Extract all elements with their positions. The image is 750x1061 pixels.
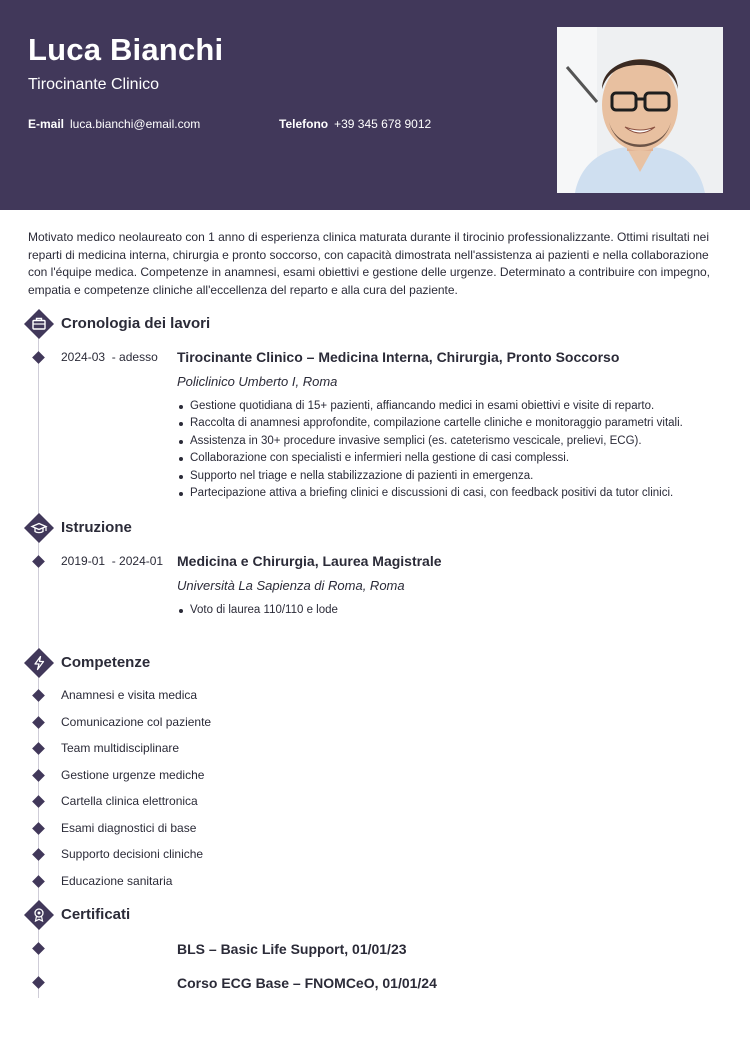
email-value[interactable]: luca.bianchi@email.com bbox=[70, 117, 201, 131]
skill-item: Gestione urgenze mediche bbox=[61, 768, 205, 782]
timeline-dot bbox=[32, 689, 45, 702]
education-end: - 2024-01 bbox=[111, 554, 164, 568]
contact-phone bbox=[279, 117, 431, 131]
phone-value[interactable]: +39 345 678 9012 bbox=[334, 117, 432, 131]
email-label: E-mail bbox=[28, 117, 65, 131]
experience-org: Policlinico Umberto I, Roma bbox=[177, 374, 338, 389]
timeline-dot bbox=[32, 742, 45, 755]
experience-title: Tirocinante Clinico – Medicina Interna, Chirurgia, Pronto Soccorso bbox=[177, 349, 620, 365]
experience-bullets bbox=[177, 398, 683, 502]
timeline-dot bbox=[32, 795, 45, 808]
education-start: 2019-01 bbox=[61, 554, 106, 568]
timeline-dot bbox=[32, 822, 45, 835]
experience-end: - adesso bbox=[111, 350, 158, 364]
certificate-item: BLS – Basic Life Support, 01/01/23 bbox=[177, 941, 407, 957]
skill-item: Comunicazione col paziente bbox=[61, 715, 212, 729]
resume-header bbox=[0, 0, 750, 210]
list-item: Assistenza in 30+ procedure invasive semplici (es. cateterismo vescicale, prelievi, ECG). bbox=[177, 433, 683, 450]
education-title: Medicina e Chirurgia, Laurea Magistrale bbox=[177, 553, 442, 569]
education-bullets bbox=[177, 602, 338, 619]
profile-photo bbox=[557, 27, 723, 193]
skill-item: Team multidisciplinare bbox=[61, 741, 180, 755]
list-item: Voto di laurea 110/110 e lode bbox=[177, 602, 338, 619]
timeline-dot bbox=[32, 351, 45, 364]
phone-label: Telefono bbox=[279, 117, 329, 131]
lightning-icon bbox=[24, 648, 54, 678]
skill-item: Cartella clinica elettronica bbox=[61, 794, 198, 808]
timeline-dot bbox=[32, 716, 45, 729]
timeline-dot bbox=[32, 875, 45, 888]
list-item: Raccolta di anamnesi approfondite, compilazione cartelle cliniche e monitoraggio parametri vitali. bbox=[177, 415, 683, 432]
timeline-dot bbox=[32, 555, 45, 568]
award-icon bbox=[24, 900, 54, 930]
section-title-education: Istruzione bbox=[61, 519, 132, 536]
education-dates bbox=[61, 554, 163, 568]
list-item: Collaborazione con specialisti e infermieri nella gestione di casi complessi. bbox=[177, 450, 683, 467]
education-org: Università La Sapienza di Roma, Roma bbox=[177, 578, 405, 593]
timeline-dot bbox=[32, 942, 45, 955]
timeline-dot bbox=[32, 848, 45, 861]
timeline-dot bbox=[32, 976, 45, 989]
experience-start: 2024-03 bbox=[61, 350, 106, 364]
candidate-title: Tirocinante Clinico bbox=[28, 76, 160, 93]
timeline-dot bbox=[32, 769, 45, 782]
certificate-item: Corso ECG Base – FNOMCeO, 01/01/24 bbox=[177, 975, 437, 991]
skill-item: Esami diagnostici di base bbox=[61, 821, 197, 835]
graduation-cap-icon bbox=[24, 513, 54, 543]
list-item: Supporto nel triage e nella stabilizzazione di pazienti in emergenza. bbox=[177, 468, 683, 485]
skill-item: Educazione sanitaria bbox=[61, 874, 173, 888]
section-title-skills: Competenze bbox=[61, 654, 151, 671]
briefcase-icon bbox=[24, 309, 54, 339]
section-title-certificates: Certificati bbox=[61, 906, 131, 923]
list-item: Gestione quotidiana di 15+ pazienti, affiancando medici in esami obiettivi e visite di reparto. bbox=[177, 398, 683, 415]
candidate-name: Luca Bianchi bbox=[28, 32, 224, 67]
skill-item: Anamnesi e visita medica bbox=[61, 688, 198, 702]
skill-item: Supporto decisioni cliniche bbox=[61, 847, 204, 861]
contact-email bbox=[28, 117, 200, 131]
list-item: Partecipazione attiva a briefing clinici e discussioni di casi, con feedback positivi da tutor clinici. bbox=[177, 485, 683, 502]
profile-summary: Motivato medico neolaureato con 1 anno di esperienza clinica maturata durante il tirocinio professionalizzante. Ottimi risultati nei reparti di medicina interna, chirurgia e pronto soccorso, con capacità dimostrata nell'assistenza ai pazienti e nella collaborazione con l'équipe medica. Competenze in anamnesi, esami obiettivi e gestione delle urgenze. Determinato a contribuire con impegno, empatia e competenze cliniche all'eccellenza del reparto e alla cura del paziente. bbox=[28, 230, 711, 297]
experience-dates bbox=[61, 350, 158, 364]
section-title-experience: Cronologia dei lavori bbox=[61, 315, 211, 332]
